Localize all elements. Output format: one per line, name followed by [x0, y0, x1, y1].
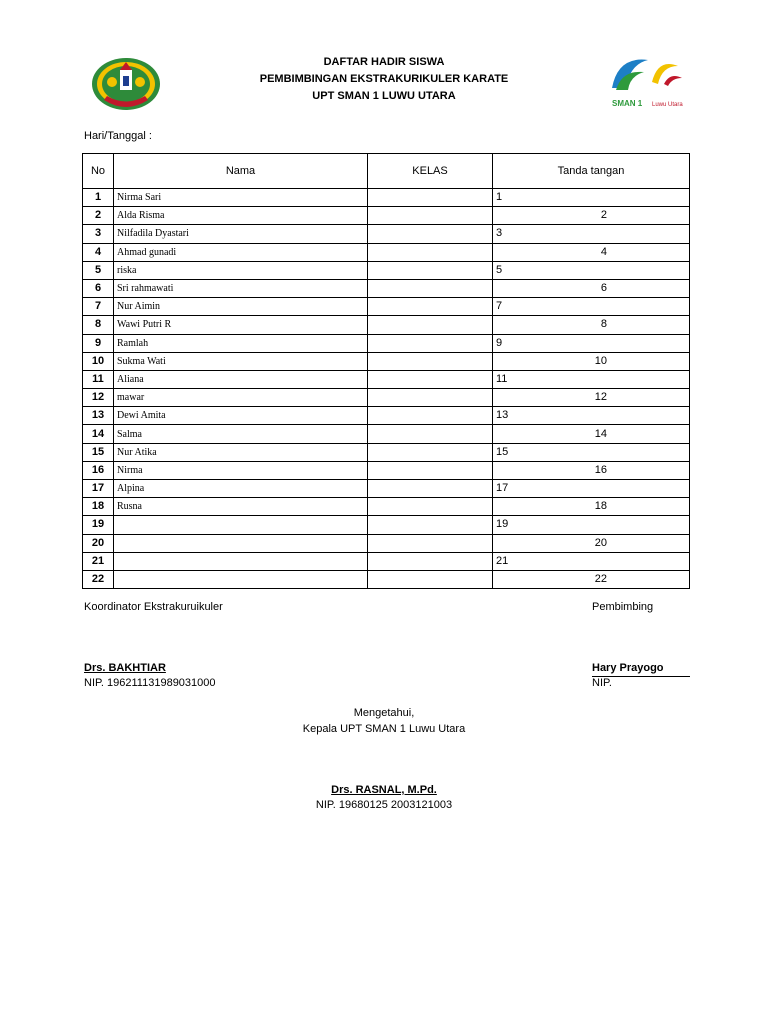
row-kelas: [368, 461, 493, 479]
row-no: 14: [83, 425, 114, 443]
row-kelas: [368, 498, 493, 516]
row-kelas: [368, 243, 493, 261]
row-nama: Nirma Sari: [114, 189, 368, 207]
row-tanda-tangan: 21: [493, 552, 690, 570]
table-row: [83, 261, 690, 279]
row-tanda-tangan: 4: [493, 243, 690, 261]
logo-text-sman: SMAN 1: [612, 99, 643, 108]
header-kelas: KELAS: [368, 154, 493, 189]
row-tanda-tangan: 14: [493, 425, 690, 443]
row-no: 8: [83, 316, 114, 334]
row-tanda-tangan: 9: [493, 334, 690, 352]
row-kelas: [368, 189, 493, 207]
header-line-2: PEMBIMBINGAN EKSTRAKURIKULER KARATE: [259, 73, 509, 85]
table-row: [83, 334, 690, 352]
row-no: 22: [83, 570, 114, 588]
row-kelas: [368, 352, 493, 370]
row-tanda-tangan: 7: [493, 298, 690, 316]
kepala-title: Kepala UPT SMAN 1 Luwu Utara: [302, 723, 466, 735]
row-nama: Nur Aimin: [114, 298, 368, 316]
row-nama: [114, 570, 368, 588]
row-no: 9: [83, 334, 114, 352]
kepala-nip: NIP. 19680125 2003121003: [315, 799, 453, 811]
row-kelas: [368, 534, 493, 552]
pembimbing-name: Hary Prayogo: [592, 662, 664, 674]
table-row: [83, 316, 690, 334]
table-row: [83, 534, 690, 552]
row-kelas: [368, 407, 493, 425]
row-nama: Wawi Putri R: [114, 316, 368, 334]
row-kelas: [368, 389, 493, 407]
row-no: 15: [83, 443, 114, 461]
row-no: 3: [83, 225, 114, 243]
row-nama: Ahmad gunadi: [114, 243, 368, 261]
row-tanda-tangan: 22: [493, 570, 690, 588]
row-tanda-tangan: 3: [493, 225, 690, 243]
row-nama: Nur Atika: [114, 443, 368, 461]
row-no: 11: [83, 370, 114, 388]
table-row: [83, 443, 690, 461]
table-row: [83, 389, 690, 407]
row-no: 12: [83, 389, 114, 407]
row-kelas: [368, 316, 493, 334]
table-row: [83, 298, 690, 316]
row-tanda-tangan: 6: [493, 279, 690, 297]
header-line-1: DAFTAR HADIR SISWA: [323, 56, 445, 68]
table-row: [83, 352, 690, 370]
row-tanda-tangan: 2: [493, 207, 690, 225]
table-row: [83, 189, 690, 207]
table-row: [83, 407, 690, 425]
row-nama: [114, 552, 368, 570]
row-tanda-tangan: 13: [493, 407, 690, 425]
row-nama: Nirma: [114, 461, 368, 479]
logo-text-luwu: Luwu Utara: [652, 102, 683, 108]
row-nama: Nilfadila Dyastari: [114, 225, 368, 243]
table-row: [83, 480, 690, 498]
header-tanda-tangan: Tanda tangan: [493, 154, 690, 189]
row-no: 10: [83, 352, 114, 370]
table-row: [83, 370, 690, 388]
table-row: [83, 498, 690, 516]
table-row: [83, 225, 690, 243]
row-kelas: [368, 516, 493, 534]
row-no: 21: [83, 552, 114, 570]
row-nama: Sukma Wati: [114, 352, 368, 370]
row-no: 7: [83, 298, 114, 316]
kepala-name: Drs. RASNAL, M.Pd.: [331, 784, 437, 796]
row-tanda-tangan: 12: [493, 389, 690, 407]
row-tanda-tangan: 18: [493, 498, 690, 516]
row-tanda-tangan: 17: [493, 480, 690, 498]
table-header-row: [83, 154, 690, 189]
row-nama: Ramlah: [114, 334, 368, 352]
row-tanda-tangan: 1: [493, 189, 690, 207]
row-tanda-tangan: 16: [493, 461, 690, 479]
date-label: Hari/Tanggal :: [84, 130, 152, 142]
row-kelas: [368, 334, 493, 352]
row-tanda-tangan: 10: [493, 352, 690, 370]
koordinator-name: Drs. BAKHTIAR: [84, 662, 166, 674]
koordinator-nip: NIP. 196211131989031000: [84, 677, 216, 689]
row-nama: [114, 534, 368, 552]
row-kelas: [368, 480, 493, 498]
row-tanda-tangan: 15: [493, 443, 690, 461]
row-no: 6: [83, 279, 114, 297]
row-no: 19: [83, 516, 114, 534]
row-kelas: [368, 298, 493, 316]
header-line-3: UPT SMAN 1 LUWU UTARA: [312, 90, 456, 102]
row-nama: Dewi Amita: [114, 407, 368, 425]
row-nama: Aliana: [114, 370, 368, 388]
row-tanda-tangan: 11: [493, 370, 690, 388]
row-kelas: [368, 552, 493, 570]
table-row: [83, 279, 690, 297]
row-tanda-tangan: 8: [493, 316, 690, 334]
attendance-table: [82, 153, 690, 589]
row-no: 13: [83, 407, 114, 425]
document-header: [0, 54, 768, 105]
row-no: 18: [83, 498, 114, 516]
row-kelas: [368, 261, 493, 279]
pembimbing-title: Pembimbing: [592, 601, 654, 613]
row-kelas: [368, 370, 493, 388]
row-no: 5: [83, 261, 114, 279]
row-no: 4: [83, 243, 114, 261]
row-kelas: [368, 279, 493, 297]
row-nama: Sri rahmawati: [114, 279, 368, 297]
table-row: [83, 516, 690, 534]
row-kelas: [368, 425, 493, 443]
row-tanda-tangan: 5: [493, 261, 690, 279]
row-kelas: [368, 570, 493, 588]
table-row: [83, 207, 690, 225]
mengetahui-label: Mengetahui,: [353, 707, 415, 719]
koordinator-title: Koordinator Ekstrakuruikuler: [84, 601, 223, 613]
row-no: 1: [83, 189, 114, 207]
row-kelas: [368, 443, 493, 461]
row-no: 17: [83, 480, 114, 498]
row-tanda-tangan: 20: [493, 534, 690, 552]
table-row: [83, 425, 690, 443]
row-kelas: [368, 225, 493, 243]
table-row: [83, 552, 690, 570]
table-row: [83, 461, 690, 479]
row-nama: [114, 516, 368, 534]
row-no: 2: [83, 207, 114, 225]
header-no: No: [83, 154, 114, 189]
row-nama: riska: [114, 261, 368, 279]
row-no: 16: [83, 461, 114, 479]
table-row: [83, 570, 690, 588]
row-nama: Salma: [114, 425, 368, 443]
row-kelas: [368, 207, 493, 225]
row-nama: Alda Risma: [114, 207, 368, 225]
table-row: [83, 243, 690, 261]
header-nama: Nama: [114, 154, 368, 189]
row-tanda-tangan: 19: [493, 516, 690, 534]
row-nama: Rusna: [114, 498, 368, 516]
row-nama: Alpina: [114, 480, 368, 498]
pembimbing-nip: NIP.: [592, 677, 612, 689]
row-no: 20: [83, 534, 114, 552]
row-nama: mawar: [114, 389, 368, 407]
